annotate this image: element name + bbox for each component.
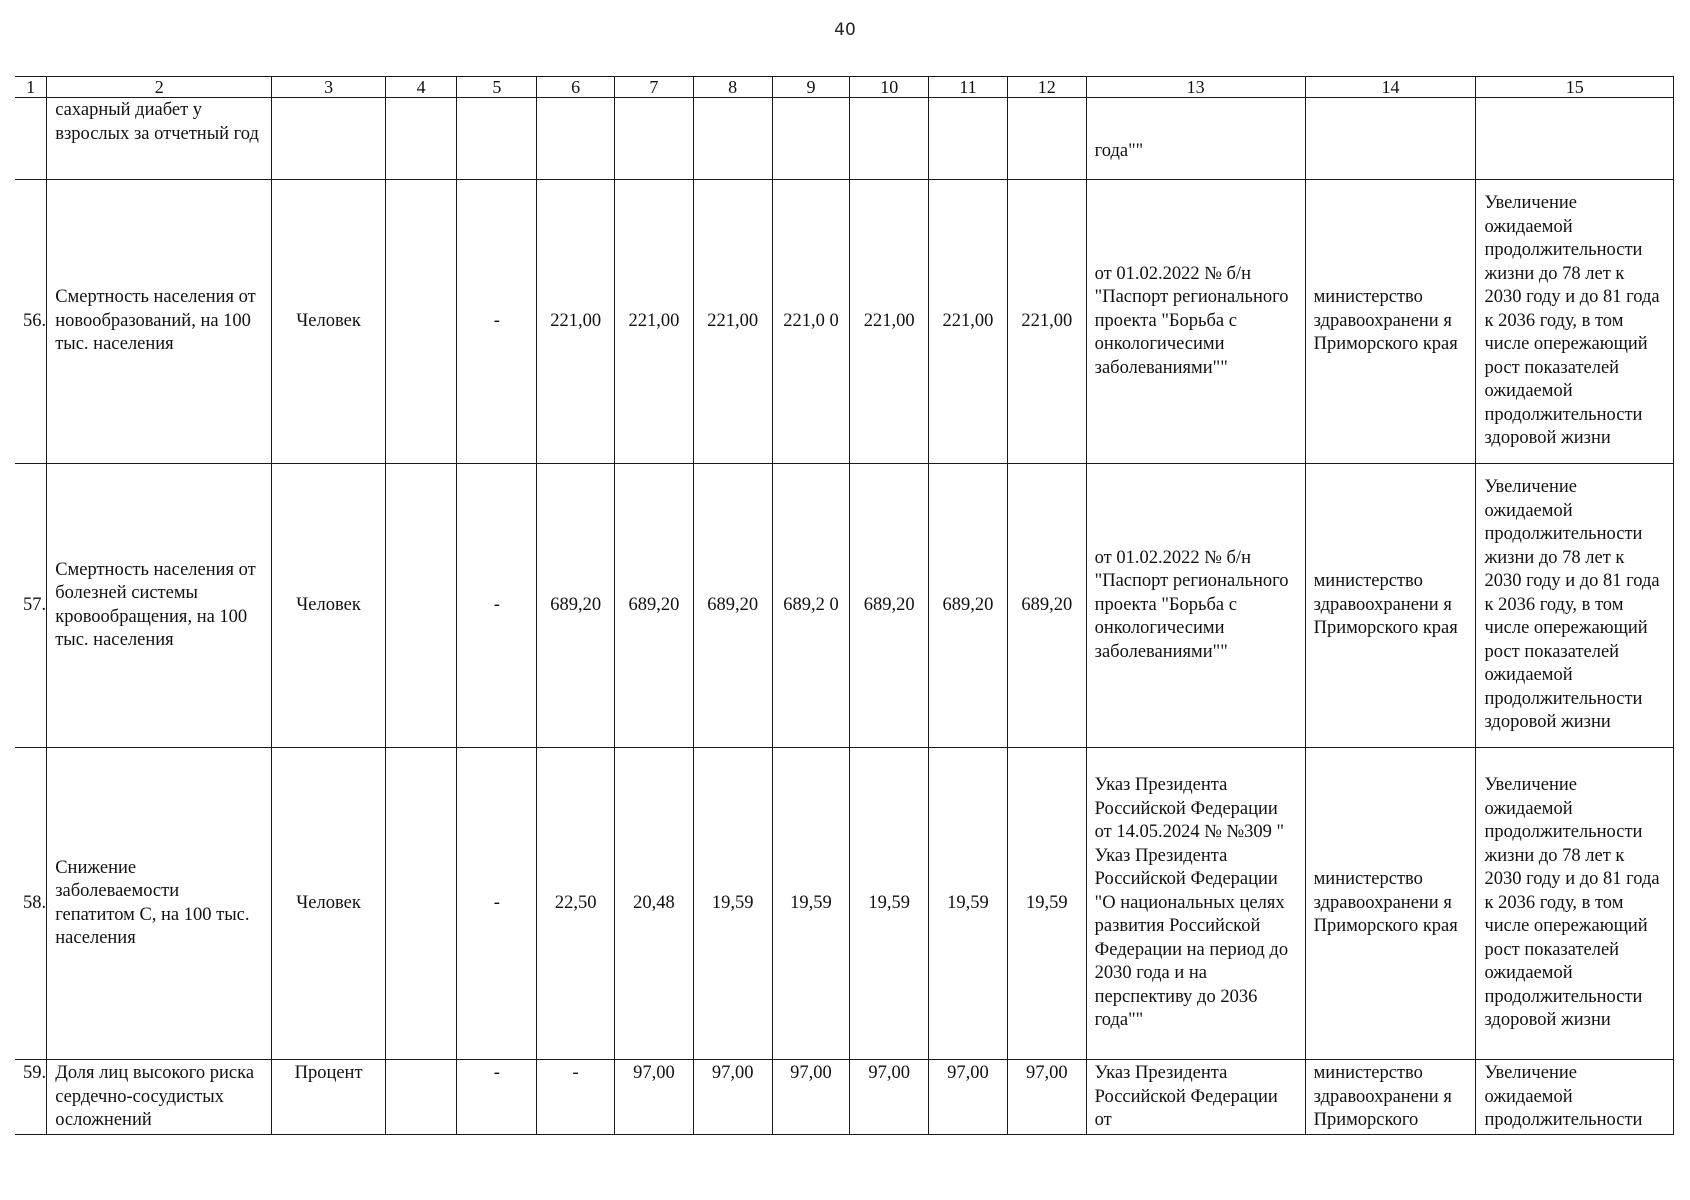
value-cell: -: [457, 180, 537, 464]
unit-cell: Человек: [272, 180, 386, 464]
column-number-header-row: [15, 77, 1674, 98]
responsible-org: министерство здравоохранени я Приморского края: [1305, 180, 1476, 464]
value-cell: 689,20: [693, 464, 772, 748]
row-number: [15, 98, 47, 180]
value-cell: [693, 98, 772, 180]
table-row: [15, 464, 1674, 748]
goal-cell: Увеличение ожидаемой продолжительности: [1476, 1060, 1674, 1135]
value-cell: 19,59: [693, 748, 772, 1060]
header-cell: 6: [537, 77, 615, 98]
row-number: 57.: [15, 464, 47, 748]
value-cell: 221,00: [615, 180, 694, 464]
responsible-org: министерство здравоохранени я Приморского края: [1305, 464, 1476, 748]
value-cell: 689,2 0: [772, 464, 850, 748]
indicator-name: Смертность населения от новообразований, на 100 тыс. населения: [47, 180, 272, 464]
value-cell: [385, 1060, 457, 1135]
value-cell: [537, 98, 615, 180]
indicator-name: сахарный диабет у взрослых за отчетный год: [47, 98, 272, 180]
source-document: Указ Президента Российской Федерации от 14.05.2024 № №309 " Указ Президента Российской Федерации "О национальных целях развития Российской Федерации на период до 2030 года и на перспективу до 2036 года"": [1086, 748, 1305, 1060]
header-cell: 12: [1007, 77, 1086, 98]
value-cell: 689,20: [850, 464, 929, 748]
value-cell: 221,00: [693, 180, 772, 464]
header-cell: 9: [772, 77, 850, 98]
header-cell: 4: [385, 77, 457, 98]
value-cell: [615, 98, 694, 180]
responsible-org: министерство здравоохранени я Приморского: [1305, 1060, 1476, 1135]
value-cell: 221,0 0: [772, 180, 850, 464]
value-cell: [772, 98, 850, 180]
value-cell: 19,59: [772, 748, 850, 1060]
page-number: 40: [834, 20, 856, 40]
header-cell: 2: [47, 77, 272, 98]
indicator-name: Смертность населения от болезней системы кровообращения, на 100 тыс. населения: [47, 464, 272, 748]
value-cell: [850, 98, 929, 180]
value-cell: 19,59: [850, 748, 929, 1060]
row-number: 58.: [15, 748, 47, 1060]
value-cell: 689,20: [929, 464, 1008, 748]
unit-cell: Человек: [272, 464, 386, 748]
value-cell: 20,48: [615, 748, 694, 1060]
value-cell: [385, 180, 457, 464]
value-cell: 689,20: [615, 464, 694, 748]
value-cell: 221,00: [850, 180, 929, 464]
header-cell: 14: [1305, 77, 1476, 98]
header-cell: 5: [457, 77, 537, 98]
source-document: Указ Президента Российской Федерации от: [1086, 1060, 1305, 1135]
goal-cell: Увеличение ожидаемой продолжительности жизни до 78 лет к 2030 году и до 81 года к 2036 году, в том числе опережающий рост показателей ожидаемой продолжительности здоровой жизни: [1476, 464, 1674, 748]
header-cell: 7: [615, 77, 694, 98]
header-cell: 8: [693, 77, 772, 98]
value-cell: 689,20: [1007, 464, 1086, 748]
value-cell: 221,00: [1007, 180, 1086, 464]
goal-cell: [1476, 98, 1674, 180]
header-cell: 10: [850, 77, 929, 98]
source-document: года"": [1086, 98, 1305, 180]
value-cell: 97,00: [850, 1060, 929, 1135]
value-cell: 19,59: [1007, 748, 1086, 1060]
table-row: [15, 748, 1674, 1060]
value-cell: 97,00: [929, 1060, 1008, 1135]
table-row: [15, 180, 1674, 464]
source-document: от 01.02.2022 № б/н "Паспорт регионального проекта "Борьба с онкологичесими заболеваниями"": [1086, 180, 1305, 464]
value-cell: -: [457, 1060, 537, 1135]
header-cell: 15: [1476, 77, 1674, 98]
header-cell: 13: [1086, 77, 1305, 98]
header-cell: 11: [929, 77, 1008, 98]
value-cell: [929, 98, 1008, 180]
value-cell: 97,00: [693, 1060, 772, 1135]
header-cell: 3: [272, 77, 386, 98]
value-cell: -: [457, 464, 537, 748]
unit-cell: Процент: [272, 1060, 386, 1135]
value-cell: 22,50: [537, 748, 615, 1060]
row-number: 56.: [15, 180, 47, 464]
indicator-name: Снижение заболеваемости гепатитом С, на 100 тыс. населения: [47, 748, 272, 1060]
responsible-org: министерство здравоохранени я Приморского края: [1305, 748, 1476, 1060]
value-cell: 97,00: [1007, 1060, 1086, 1135]
responsible-org: [1305, 98, 1476, 180]
row-number: 59.: [15, 1060, 47, 1135]
value-cell: [385, 98, 457, 180]
value-cell: 689,20: [537, 464, 615, 748]
value-cell: 19,59: [929, 748, 1008, 1060]
source-document: от 01.02.2022 № б/н "Паспорт регионального проекта "Борьба с онкологичесими заболеваниями"": [1086, 464, 1305, 748]
unit-cell: [272, 98, 386, 180]
value-cell: [385, 748, 457, 1060]
goal-cell: Увеличение ожидаемой продолжительности жизни до 78 лет к 2030 году и до 81 года к 2036 году, в том числе опережающий рост показателей ожидаемой продолжительности здоровой жизни: [1476, 748, 1674, 1060]
table-row: [15, 98, 1674, 180]
indicator-name: Доля лиц высокого риска сердечно-сосудистых осложнений: [47, 1060, 272, 1135]
value-cell: 97,00: [772, 1060, 850, 1135]
value-cell: 221,00: [929, 180, 1008, 464]
indicators-table: [15, 76, 1674, 1135]
value-cell: -: [457, 748, 537, 1060]
value-cell: 97,00: [615, 1060, 694, 1135]
value-cell: 221,00: [537, 180, 615, 464]
goal-cell: Увеличение ожидаемой продолжительности жизни до 78 лет к 2030 году и до 81 года к 2036 году, в том числе опережающий рост показателей ожидаемой продолжительности здоровой жизни: [1476, 180, 1674, 464]
value-cell: [385, 464, 457, 748]
value-cell: [457, 98, 537, 180]
value-cell: [1007, 98, 1086, 180]
value-cell: -: [537, 1060, 615, 1135]
header-cell: 1: [15, 77, 47, 98]
unit-cell: Человек: [272, 748, 386, 1060]
table-row: [15, 1060, 1674, 1135]
